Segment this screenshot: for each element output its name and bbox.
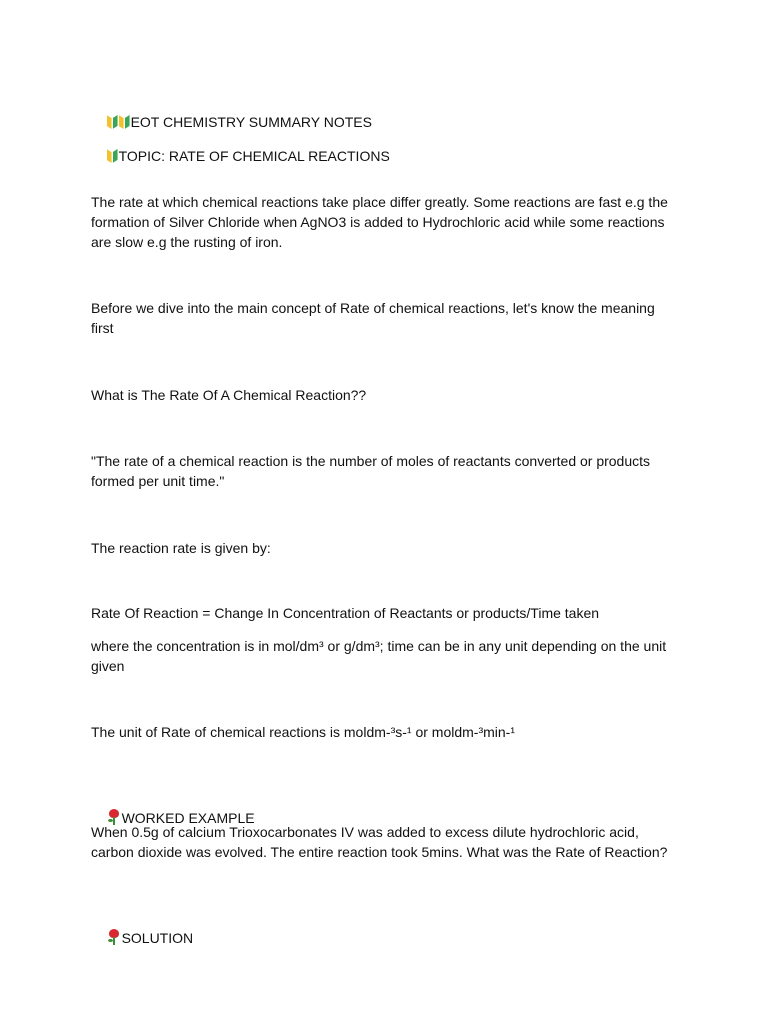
meaning-paragraph: Before we dive into the main concept of Rate of chemical reactions, let's know the meaning first [91,300,659,336]
solution-heading-line [91,908,691,968]
intro-paragraph: The rate at which chemical reactions take place differ greatly. Some reactions are fast e.g the formation of Silver Chloride when AgNO3 is added to Hydrochloric acid while some reactions are slow e.g the rusting of iron. [91,194,672,250]
reaction-rate-given-by: The reaction rate is given by: [91,540,271,556]
rate-definition: "The rate of a chemical reaction is the number of moles of reactants converted or products formed per unit time." [91,453,654,489]
rose-icon [107,929,121,945]
beginner-badge-icon [107,149,118,163]
concentration-note: where the concentration is in mol/dm³ or g/dm³; time can be in any unit depending on the unit given [91,638,670,674]
rate-question: What is The Rate Of A Chemical Reaction?? [91,387,367,403]
topic-heading: TOPIC: RATE OF CHEMICAL REACTIONS [118,148,390,164]
document-title: EOT CHEMISTRY SUMMARY NOTES [130,114,372,130]
worked-example-text: When 0.5g of calcium Trioxocarbonates IV was added to excess dilute hydrochloric acid, carbon dioxide was evolved. The entire reaction took 5mins. What was the Rate of Reaction? [91,824,668,860]
worked-example-heading: WORKED EXAMPLE [121,810,255,826]
topic-line [91,126,691,186]
unit-note: The unit of Rate of chemical reactions is moldm-³s-¹ or moldm-³min-¹ [91,724,515,740]
rate-formula: Rate Of Reaction = Change In Concentration of Reactants or products/Time taken [91,605,600,621]
solution-heading: SOLUTION [121,930,194,946]
